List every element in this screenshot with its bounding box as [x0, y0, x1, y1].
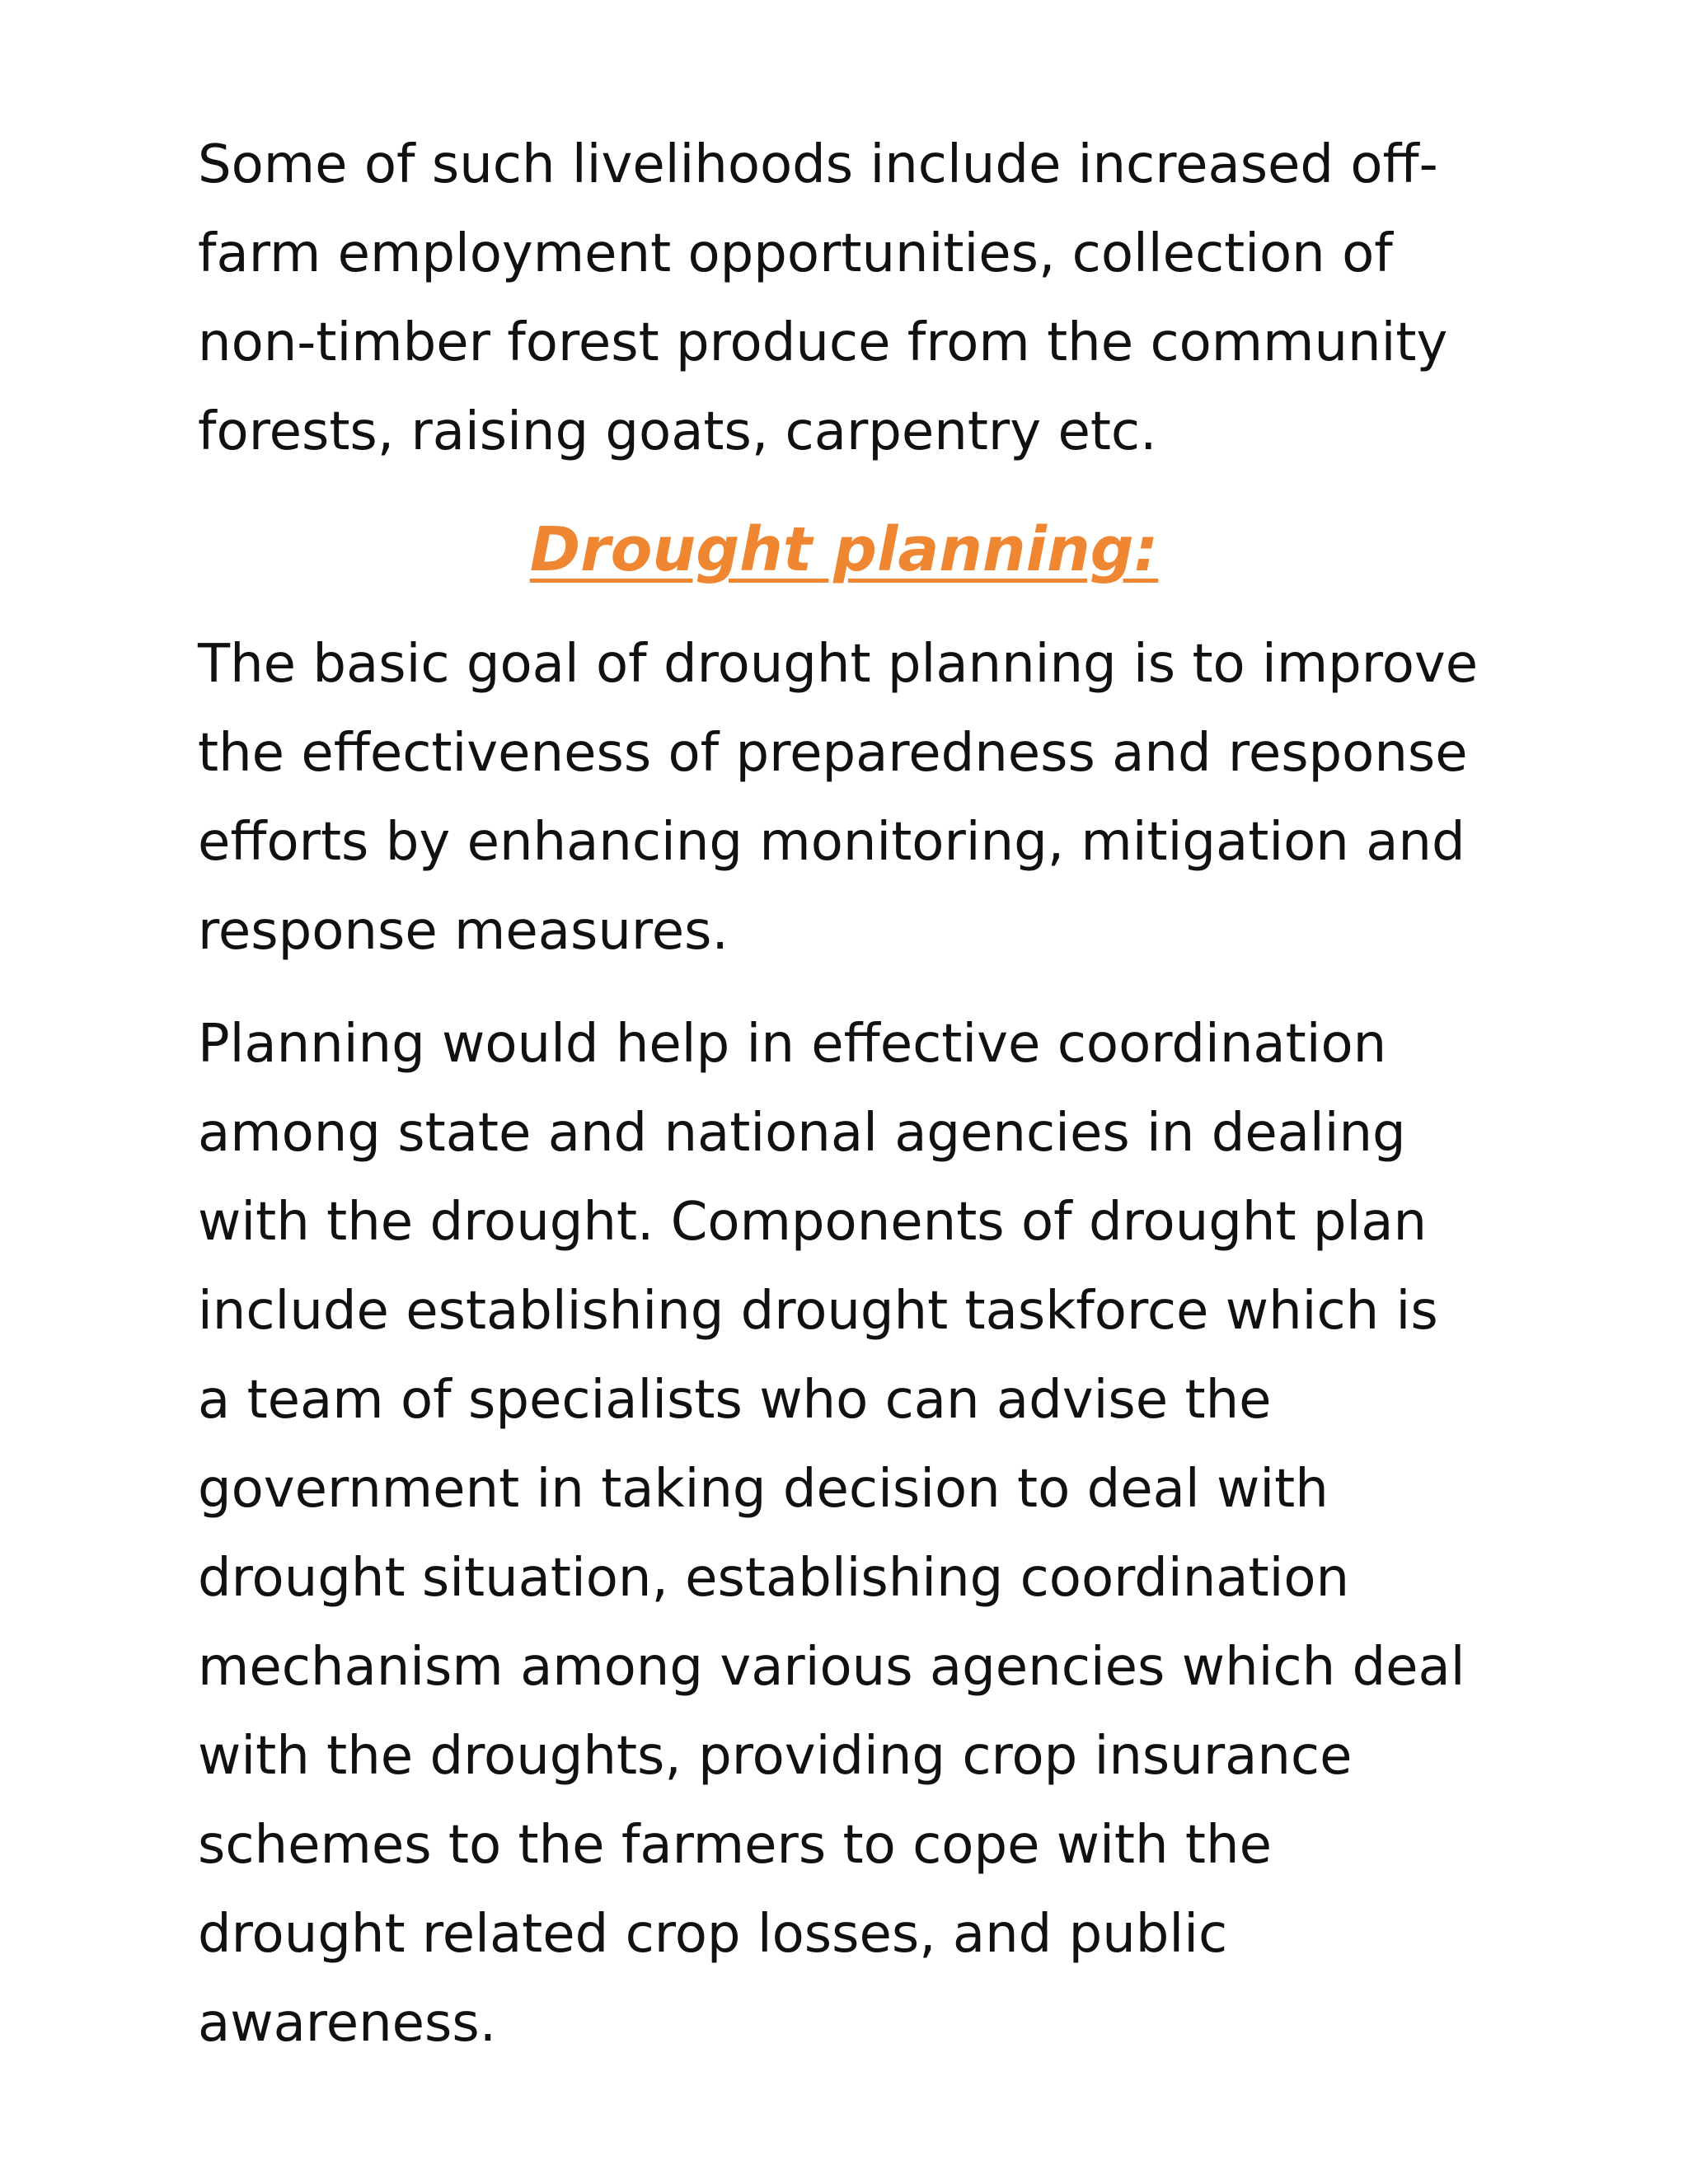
- paragraph-basic-goal: [198, 620, 1550, 976]
- text-line: government in taking decision to deal with: [198, 1459, 1329, 1520]
- heading-text: Drought planning:: [529, 514, 1159, 585]
- paragraph-coordination: [198, 1000, 1550, 2068]
- text-line: drought situation, establishing coordination: [198, 1548, 1350, 1609]
- text-line: a team of specialists who can advise the: [198, 1370, 1272, 1431]
- text-line: non-timber forest produce from the community: [198, 312, 1448, 373]
- text-line: efforts by enhancing monitoring, mitigation and: [198, 812, 1465, 873]
- text-line: schemes to the farmers to cope with the: [198, 1815, 1272, 1876]
- text-line: Some of such livelihoods include increased off-: [198, 134, 1438, 195]
- text-line: awareness.: [198, 1993, 497, 2054]
- paragraph-livelihoods: [198, 120, 1550, 476]
- text-line: the effectiveness of preparedness and response: [198, 723, 1468, 784]
- text-line: among state and national agencies in dealing: [198, 1103, 1406, 1164]
- text-line: with the droughts, providing crop insurance: [198, 1726, 1353, 1787]
- text-line: The basic goal of drought planning is to improve: [198, 634, 1479, 695]
- text-line: mechanism among various agencies which deal: [198, 1637, 1465, 1698]
- section-heading: [0, 504, 1688, 595]
- text-line: Planning would help in effective coordination: [198, 1014, 1387, 1075]
- text-line: with the drought. Components of drought plan: [198, 1192, 1428, 1253]
- text-line: include establishing drought taskforce which is: [198, 1281, 1438, 1342]
- text-line: drought related crop losses, and public: [198, 1904, 1228, 1965]
- text-line: response measures.: [198, 901, 729, 962]
- text-line: forests, raising goats, carpentry etc.: [198, 401, 1157, 462]
- text-line: farm employment opportunities, collection of: [198, 223, 1393, 284]
